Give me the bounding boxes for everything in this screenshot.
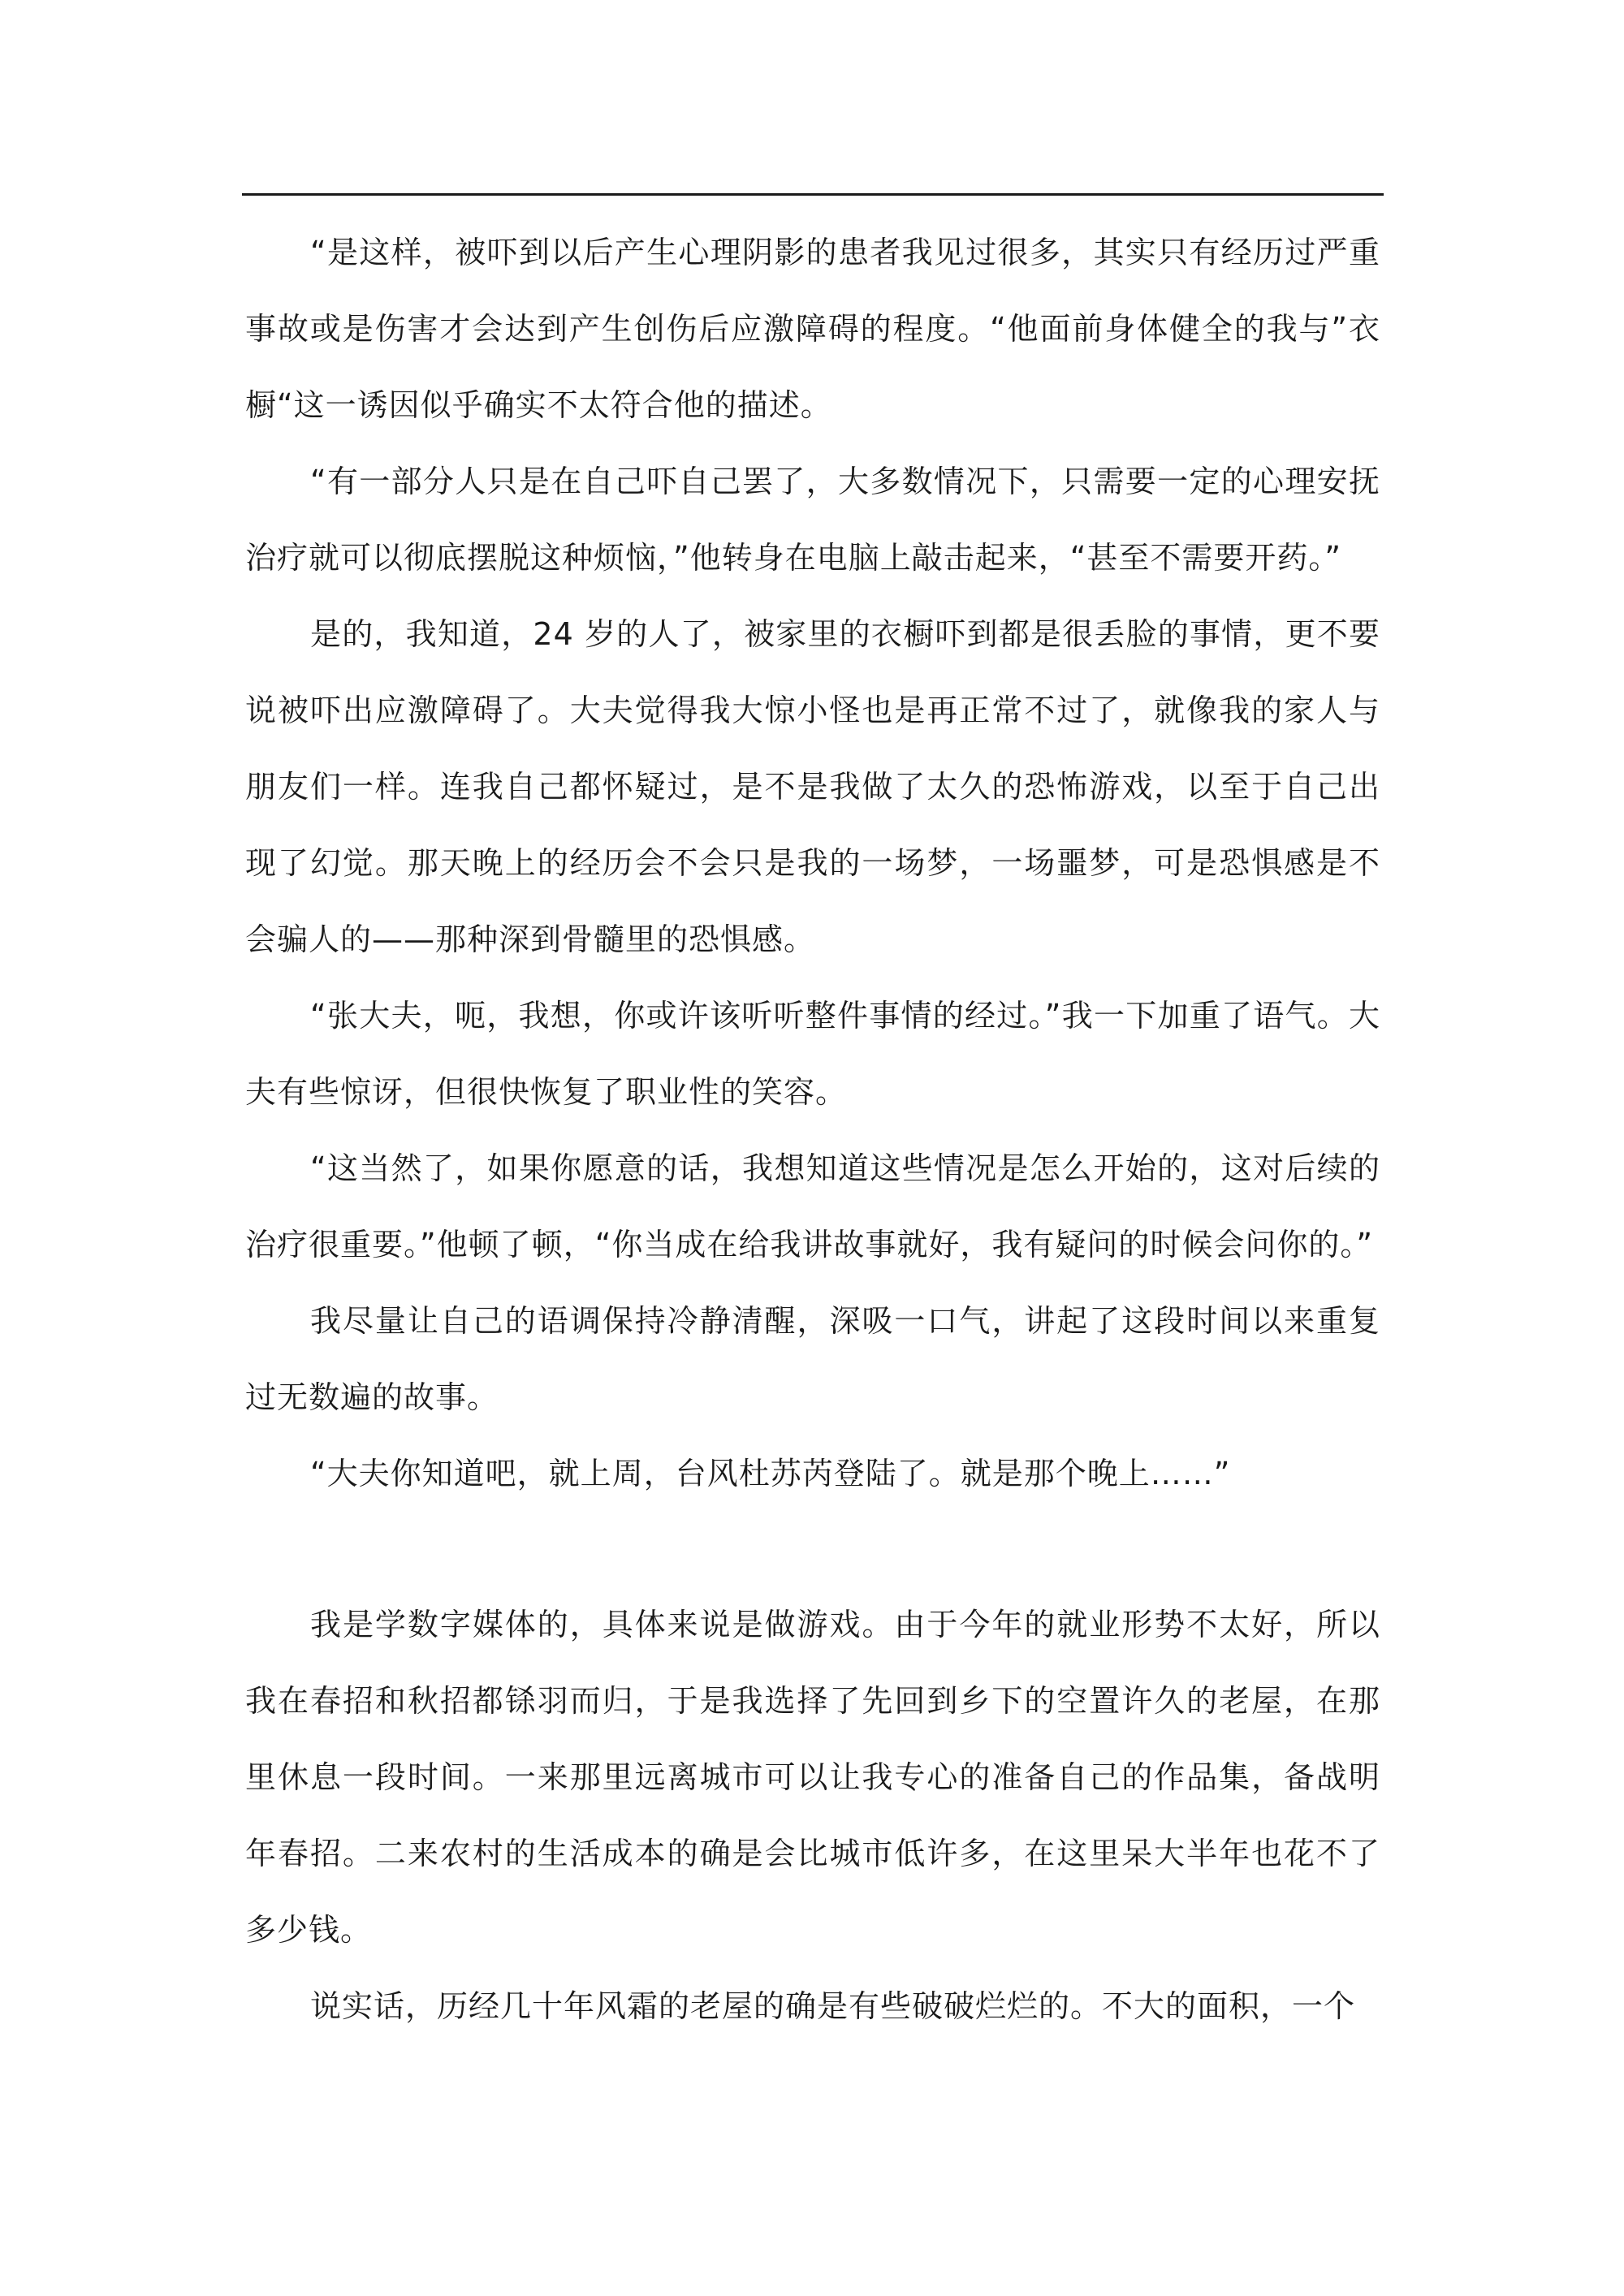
body-text bbox=[245, 214, 1380, 2044]
paragraph: 说实话，历经几十年风霜的老屋的确是有些破破烂烂的。不大的面积，一个 bbox=[310, 1988, 1356, 2024]
paragraph: “这当然了，如果你愿意的话，我想知道这些情况是怎么开始的，这对后续的治疗很重要。”他顿了顿，“你当成在给我讲故事就好，我有疑问的时候会问你的。” bbox=[245, 1150, 1380, 1262]
section-break bbox=[245, 1512, 1380, 1586]
paragraph: 是的，我知道，24 岁的人了，被家里的衣橱吓到都是很丢脸的事情，更不要说被吓出应激障碍了。大夫觉得我大惊小怪也是再正常不过了，就像我的家人与朋友们一样。连我自己都怀疑过，是不是我做了太久的恐怖游戏，以至于自己出现了幻觉。那天晚上的经历会不会只是我的一场梦，一场噩梦，可是恐惧感是不会骗人的——那种深到骨髓里的恐惧感。 bbox=[245, 616, 1380, 957]
paragraph: “有一部分人只是在自己吓自己罢了，大多数情况下，只需要一定的心理安抚治疗就可以彻底摆脱这种烦恼，”他转身在电脑上敲击起来，“甚至不需要开药。” bbox=[245, 464, 1380, 576]
paragraph: 我尽量让自己的语调保持冷静清醒，深吸一口气，讲起了这段时间以来重复过无数遍的故事。 bbox=[245, 1303, 1380, 1415]
paragraph: 我是学数字媒体的，具体来说是做游戏。由于今年的就业形势不太好，所以我在春招和秋招都铩羽而归，于是我选择了先回到乡下的空置许久的老屋，在那里休息一段时间。一来那里远离城市可以让我专心的准备自己的作品集，备战明年春招。二来农村的生活成本的确是会比城市低许多，在这里呆大半年也花不了多少钱。 bbox=[245, 1607, 1380, 1948]
paragraph: “大夫你知道吧，就上周，台风杜苏芮登陆了。就是那个晚上……” bbox=[310, 1456, 1231, 1491]
paragraph: “是这样，被吓到以后产生心理阴影的患者我见过很多，其实只有经历过严重事故或是伤害才会达到产生创伤后应激障碍的程度。“他面前身体健全的我与”衣橱“这一诱因似乎确实不太符合他的描述。 bbox=[245, 235, 1380, 423]
paragraph: “张大夫，呃，我想，你或许该听听整件事情的经过。”我一下加重了语气。大夫有些惊讶，但很快恢复了职业性的笑容。 bbox=[245, 998, 1380, 1110]
header-rule bbox=[242, 193, 1384, 196]
